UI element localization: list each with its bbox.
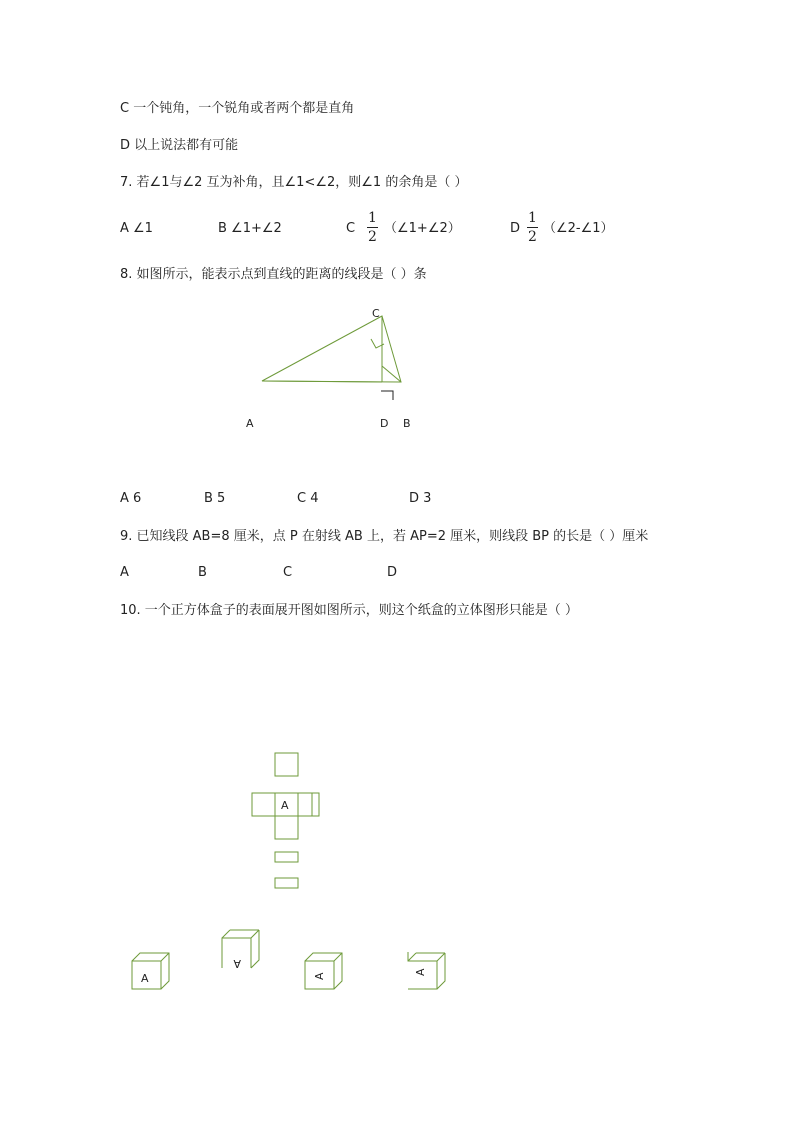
net-strip-1 (275, 852, 298, 862)
net-left-square (252, 793, 275, 816)
label-b: B (403, 417, 411, 430)
fraction-denominator: 2 (528, 229, 537, 245)
net-bottom-square (275, 816, 298, 839)
cube-option-3 (305, 953, 342, 989)
q8-option-c: C 4 (297, 491, 319, 506)
net-top-square (275, 753, 298, 776)
cube-option-2 (222, 930, 259, 970)
label-a: A (246, 417, 254, 430)
q9-option-a: A (120, 565, 129, 580)
label-c: C (372, 307, 380, 320)
q9-option-b: B (198, 565, 207, 580)
q7-option-c-expression: （∠1+∠2） (384, 221, 461, 236)
net-right-strip (312, 793, 319, 816)
q7-option-b: B ∠1+∠2 (218, 221, 282, 236)
label-d: D (380, 417, 389, 430)
option-d-line: D 以上说法都有可能 (120, 138, 239, 153)
cube-option-1 (132, 953, 169, 989)
cube-3-label: A (313, 972, 326, 980)
net-right-square (298, 793, 312, 816)
cube-2-label: A (233, 957, 241, 970)
question-7: 7. 若∠1与∠2 互为补角，且∠1<∠2，则∠1 的余角是（ ） (120, 175, 468, 190)
cube-option-4 (408, 952, 445, 989)
q9-option-d: D (387, 565, 398, 580)
q7-option-d-expression: （∠2-∠1） (543, 221, 614, 236)
question-10: 10. 一个正方体盒子的表面展开图如图所示，则这个纸盒的立体图形只能是（ ） (120, 603, 578, 618)
fraction-numerator: 1 (528, 210, 537, 226)
q7-option-a: A ∠1 (120, 221, 153, 236)
q9-option-c: C (283, 565, 293, 580)
fraction-numerator: 1 (368, 210, 377, 226)
net-strip-2 (275, 878, 298, 888)
question-8: 8. 如图所示，能表示点到直线的距离的线段是（ ）条 (120, 267, 427, 282)
q7-option-c-letter: C (346, 221, 356, 236)
q8-option-a: A 6 (120, 491, 142, 506)
net-label-a: A (281, 799, 289, 812)
question-9: 9. 已知线段 AB=8 厘米，点 P 在射线 AB 上，若 AP=2 厘米，则线段 BP 的长是（ ）厘米 (120, 529, 649, 544)
q8-option-b: B 5 (204, 491, 226, 506)
q7-option-d-letter: D (510, 221, 521, 236)
option-c-line: C 一个钝角，一个锐角或者两个都是直角 (120, 101, 355, 116)
fraction-denominator: 2 (368, 229, 377, 245)
q8-option-d: D 3 (409, 491, 432, 506)
cube-4-label: A (414, 968, 427, 976)
cube-1-label: A (141, 972, 149, 985)
